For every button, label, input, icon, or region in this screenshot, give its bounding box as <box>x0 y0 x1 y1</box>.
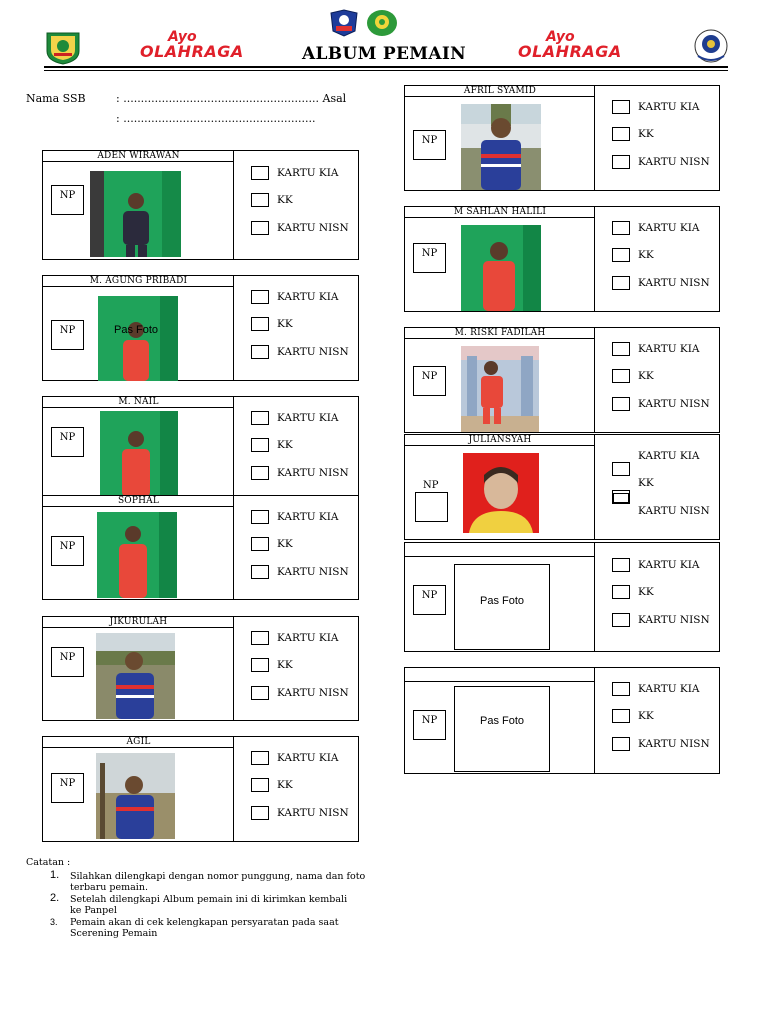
player-card <box>42 495 359 600</box>
kartu-kia-checkbox[interactable] <box>612 682 630 696</box>
kk-label: KK <box>277 318 293 330</box>
nama-ssb-label: Nama SSB <box>26 92 86 105</box>
kk-checkbox[interactable] <box>251 537 269 551</box>
player-photo <box>461 225 541 311</box>
player-photo <box>98 296 178 381</box>
kartu-nisn-checkbox[interactable] <box>251 221 269 235</box>
player-card <box>42 150 359 260</box>
kartu-kia-label: KARTU KIA <box>638 222 700 234</box>
np-field[interactable]: NP <box>413 710 446 740</box>
koni-logo <box>690 28 732 64</box>
kartu-nisn-label: KARTU NISN <box>277 687 349 699</box>
kartu-nisn-checkbox[interactable] <box>251 806 269 820</box>
kartu-nisn-label: KARTU NISN <box>638 277 710 289</box>
player-photo <box>461 346 539 432</box>
np-field[interactable]: NP <box>413 585 446 615</box>
header-divider-thin <box>44 70 728 71</box>
kartu-nisn-label: KARTU NISN <box>638 614 710 626</box>
kartu-kia-checkbox[interactable] <box>612 342 630 356</box>
player-photo <box>463 453 539 533</box>
kk-checkbox[interactable] <box>251 193 269 207</box>
player-card <box>404 327 720 433</box>
note-item: 1. Silahkan dilengkapi dengan nomor punggung, nama dan foto terbaru pemain. <box>50 869 366 893</box>
notes-section <box>26 857 386 939</box>
kartu-nisn-checkbox[interactable] <box>612 613 630 627</box>
kartu-nisn-label: KARTU NISN <box>277 807 349 819</box>
kk-checkbox[interactable] <box>612 369 630 383</box>
kartu-nisn-checkbox[interactable] <box>612 397 630 411</box>
kartu-nisn-label: KARTU NISN <box>277 222 349 234</box>
kartu-kia-checkbox[interactable] <box>612 558 630 572</box>
player-photo <box>90 171 181 257</box>
kartu-nisn-label: KARTU NISN <box>277 467 349 479</box>
pas-foto-placeholder[interactable] <box>454 686 550 772</box>
kk-label: KK <box>638 249 654 261</box>
player-photo <box>461 104 541 190</box>
kk-checkbox[interactable] <box>251 778 269 792</box>
player-photo <box>97 512 177 598</box>
np-field[interactable]: NP <box>51 427 84 457</box>
kartu-kia-checkbox[interactable] <box>612 100 630 114</box>
kartu-kia-label: KARTU KIA <box>638 450 700 462</box>
player-name: AGIL <box>43 737 234 748</box>
kartu-kia-label: KARTU KIA <box>638 343 700 355</box>
kartu-nisn-label: KARTU NISN <box>638 505 710 517</box>
kk-label: KK <box>277 779 293 791</box>
kk-label: KK <box>277 439 293 451</box>
np-field[interactable]: NP <box>413 366 446 396</box>
kartu-kia-label: KARTU KIA <box>638 559 700 571</box>
player-card-empty <box>404 542 720 652</box>
player-card <box>42 275 359 381</box>
kartu-nisn-checkbox[interactable] <box>251 565 269 579</box>
player-name: SOPHAL <box>43 496 234 507</box>
kartu-nisn-checkbox[interactable] <box>612 276 630 290</box>
association-logo <box>366 9 398 37</box>
kartu-kia-label: KARTU KIA <box>277 752 339 764</box>
header-divider-thick <box>44 66 728 68</box>
kartu-kia-label: KARTU KIA <box>638 683 700 695</box>
kk-checkbox[interactable] <box>251 438 269 452</box>
pas-foto-placeholder[interactable] <box>454 564 550 650</box>
kartu-kia-checkbox[interactable] <box>251 510 269 524</box>
kartu-nisn-label: KARTU NISN <box>638 738 710 750</box>
player-card <box>404 434 720 540</box>
np-label: NP <box>423 480 439 491</box>
np-field[interactable] <box>415 492 448 522</box>
kartu-kia-checkbox[interactable] <box>251 166 269 180</box>
player-name: JULIANSYAH <box>405 435 595 446</box>
ayo-olahraga-logo-left: Ayo OLAHRAGA <box>140 29 244 61</box>
kk-label: KK <box>638 370 654 382</box>
note-item: 3. Pemain akan di cek kelengkapan persyaratan pada saat Scerening Pemain <box>50 917 339 939</box>
pas-foto-label: Pas Foto <box>479 595 525 607</box>
ayo-olahraga-logo-right: Ayo OLAHRAGA <box>518 29 622 61</box>
kartu-kia-checkbox[interactable] <box>612 462 630 476</box>
kk-label: KK <box>638 586 654 598</box>
kartu-kia-label: KARTU KIA <box>638 101 700 113</box>
kartu-kia-label: KARTU KIA <box>277 167 339 179</box>
kartu-nisn-checkbox[interactable] <box>612 737 630 751</box>
player-card <box>42 396 359 498</box>
kk-checkbox[interactable] <box>612 248 630 262</box>
pas-foto-label: Pas Foto <box>114 324 159 336</box>
kartu-nisn-label: KARTU NISN <box>277 566 349 578</box>
np-field[interactable]: NP <box>51 536 84 566</box>
kartu-kia-checkbox[interactable] <box>612 221 630 235</box>
snc-logo <box>329 9 359 37</box>
player-card <box>42 616 359 721</box>
np-field[interactable]: NP <box>51 647 84 677</box>
kartu-kia-checkbox[interactable] <box>251 411 269 425</box>
kartu-kia-checkbox[interactable] <box>251 751 269 765</box>
kartu-kia-label: KARTU KIA <box>277 291 339 303</box>
kk-label: KK <box>638 128 654 140</box>
pas-foto-label: Pas Foto <box>479 715 525 727</box>
player-photo <box>96 633 175 719</box>
second-info-field[interactable]: : ....................................................... <box>116 112 316 125</box>
player-name: JIKURULAH <box>43 617 234 628</box>
kk-label: KK <box>277 538 293 550</box>
notes-title: Catatan : <box>26 857 71 868</box>
player-name: M. NAIL <box>43 397 234 408</box>
np-field[interactable]: NP <box>413 243 446 273</box>
kk-label: KK <box>277 194 293 206</box>
kartu-nisn-label: KARTU NISN <box>277 346 349 358</box>
kartu-nisn-checkbox[interactable] <box>612 155 630 169</box>
kk-label: KK <box>638 477 654 489</box>
player-name <box>405 668 595 682</box>
player-name: M. AGUNG PRIBADI <box>43 276 234 287</box>
player-card <box>404 85 720 191</box>
nama-ssb-field[interactable]: : ........................................................ Asal <box>116 92 347 105</box>
np-field[interactable]: NP <box>51 185 84 215</box>
player-name: M SAHLAN HALILI <box>405 207 595 218</box>
player-photo <box>100 411 178 497</box>
np-field[interactable]: NP <box>51 773 84 803</box>
player-photo <box>96 753 175 839</box>
kk-checkbox[interactable] <box>251 658 269 672</box>
kartu-nisn-checkbox[interactable] <box>251 686 269 700</box>
page-title: ALBUM PEMAIN <box>302 44 466 64</box>
player-card-empty <box>404 667 720 774</box>
kartu-nisn-checkbox[interactable] <box>251 345 269 359</box>
note-item: 2. Setelah dilengkapi Album pemain ini di kirimkan kembali ke Panpel <box>50 892 348 916</box>
kk-checkbox-inner <box>613 493 629 503</box>
player-card <box>404 206 720 312</box>
kk-checkbox[interactable] <box>612 127 630 141</box>
player-name: M. RISKI FADILAH <box>405 328 595 339</box>
kartu-kia-checkbox[interactable] <box>251 631 269 645</box>
np-field[interactable]: NP <box>413 130 446 160</box>
kk-checkbox[interactable] <box>251 317 269 331</box>
kartu-kia-label: KARTU KIA <box>277 412 339 424</box>
kartu-nisn-checkbox[interactable] <box>251 466 269 480</box>
player-name: AFRIL SYAMID <box>405 86 595 97</box>
kartu-nisn-label: KARTU NISN <box>638 398 710 410</box>
kartu-nisn-label: KARTU NISN <box>638 156 710 168</box>
player-name: ADEN WIRAWAN <box>43 151 234 162</box>
kk-checkbox[interactable] <box>612 585 630 599</box>
player-name <box>405 543 595 557</box>
kartu-kia-checkbox[interactable] <box>251 290 269 304</box>
kartu-kia-label: KARTU KIA <box>277 632 339 644</box>
player-card <box>42 736 359 842</box>
kk-label: KK <box>638 710 654 722</box>
np-field[interactable]: NP <box>51 320 84 350</box>
kk-checkbox[interactable] <box>612 709 630 723</box>
kk-label: KK <box>277 659 293 671</box>
kartu-kia-label: KARTU KIA <box>277 511 339 523</box>
